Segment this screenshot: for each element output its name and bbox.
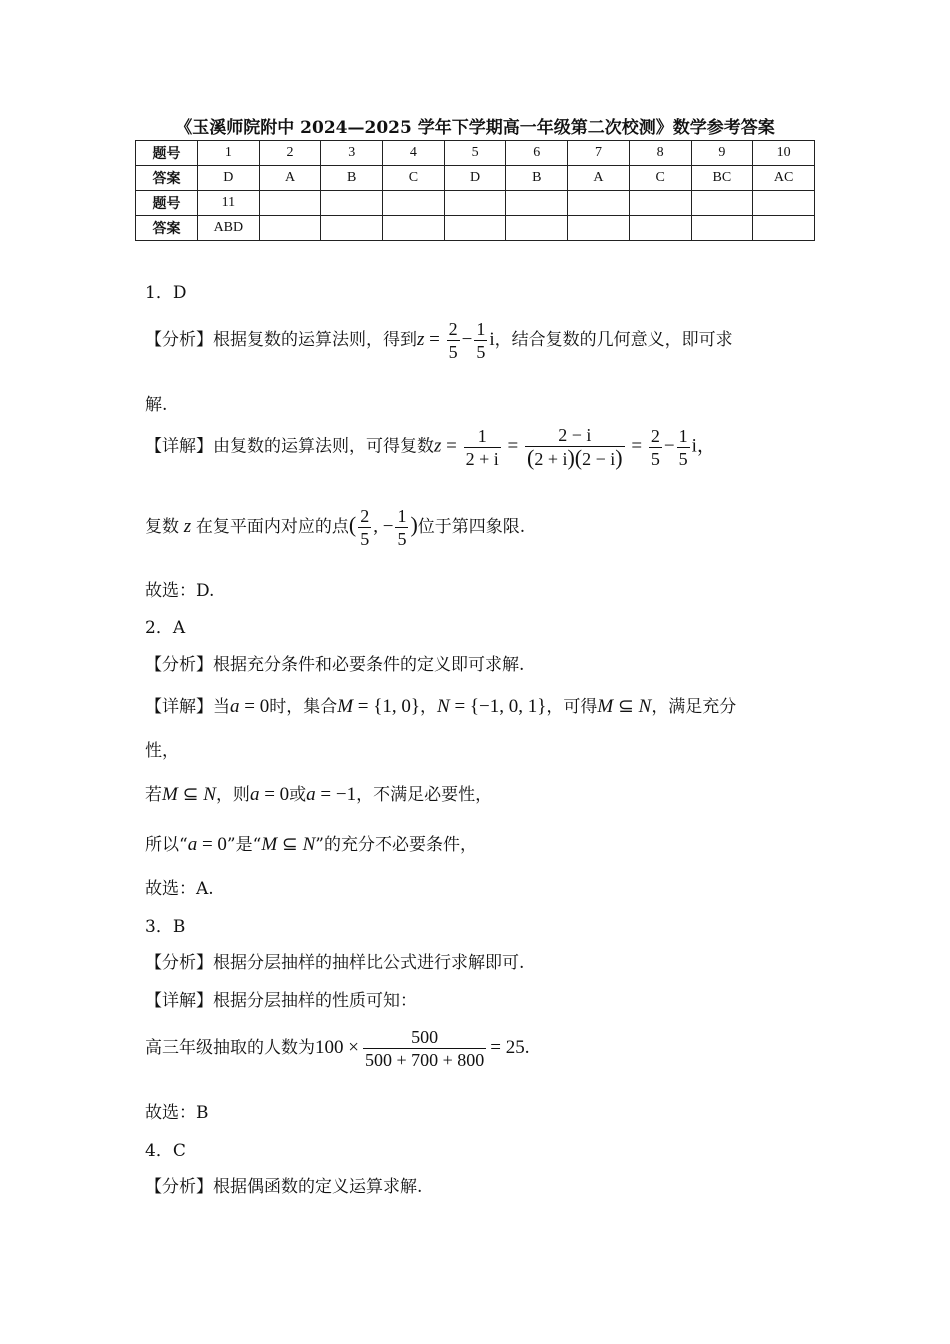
table-cell: [629, 216, 691, 241]
table-cell: [691, 216, 753, 241]
q2-line3: 所以“a = 0”是“M ⊆ N”的充分不必要条件，: [145, 834, 477, 855]
q3-analysis: 【分析】根据分层抽样的抽样比公式进行求解即可.: [145, 953, 525, 973]
table-cell: [629, 191, 691, 216]
q3-detail: 【详解】根据分层抽样的性质可知：: [145, 991, 417, 1011]
table-cell: [568, 191, 630, 216]
table-cell: B: [321, 166, 383, 191]
table-cell: C: [383, 166, 445, 191]
table-cell: [383, 191, 445, 216]
table-cell: D: [444, 166, 506, 191]
table-cell: [259, 216, 321, 241]
q2-detail: 【详解】当a = 0时，集合M = {1, 0}，N = {−1, 0, 1}，可得M ⊆ N，满足充分: [145, 696, 737, 717]
table-header-cell: 答案: [136, 216, 198, 241]
q1-detail: 【详解】由复数的运算法则，可得复数z = $\frac{1}{2 + i}$ = $\frac{2 - i}{(2 + i)(2 - i)}$ = $\frac{2}{5}$ − $\frac{1}{5}$ i，: [145, 425, 716, 470]
q1-analysis: 【分析】根据复数的运算法则，得到z = $\frac{2}{5}$ − $\frac{1}{5}$ i，结合复数的几何意义，即可求: [145, 319, 733, 362]
q4-analysis: 【分析】根据偶函数的定义运算求解.: [145, 1177, 423, 1197]
table-cell: 9: [691, 141, 753, 166]
table-cell: 2: [259, 141, 321, 166]
table-cell: D: [198, 166, 260, 191]
q2-line2: 若M ⊆ N，则a = 0或a = −1，不满足必要性，: [145, 784, 493, 805]
page-title: 《玉溪师院附中 2024—2025 学年下学期高一年级第二次校测》数学参考答案: [175, 118, 775, 138]
q1-analysis-cont: 解.: [145, 395, 168, 415]
q2-heading: 2．A: [145, 618, 186, 638]
table-cell: [259, 191, 321, 216]
table-cell: [691, 191, 753, 216]
table-cell: 5: [444, 141, 506, 166]
table-cell: [753, 216, 815, 241]
table-row: [136, 141, 815, 166]
q1-choice: 故选：D.: [145, 581, 215, 601]
q1-point: 复数 z 在复平面内对应的点( $\frac{2}{5}$ , − $\frac{1}{5}$ )位于第四象限.: [145, 506, 526, 549]
q3-heading: 3．B: [145, 917, 186, 937]
table-cell: AC: [753, 166, 815, 191]
q2-choice: 故选：A.: [145, 879, 214, 899]
q4-heading: 4．C: [145, 1141, 186, 1161]
table-cell: ABD: [198, 216, 260, 241]
table-cell: C: [629, 166, 691, 191]
table-cell: 7: [568, 141, 630, 166]
table-cell: BC: [691, 166, 753, 191]
table-cell: [568, 216, 630, 241]
table-cell: [444, 216, 506, 241]
q1-heading: 1．D: [145, 283, 187, 303]
answer-table: [135, 140, 815, 241]
table-cell: [321, 216, 383, 241]
table-cell: [444, 191, 506, 216]
table-cell: 11: [198, 191, 260, 216]
table-cell: 4: [383, 141, 445, 166]
table-cell: B: [506, 166, 568, 191]
table-row: [136, 166, 815, 191]
table-header-cell: 题号: [136, 191, 198, 216]
table-cell: [506, 191, 568, 216]
table-cell: 1: [198, 141, 260, 166]
table-cell: [321, 191, 383, 216]
table-header-cell: 答案: [136, 166, 198, 191]
q3-calc: 高三年级抽取的人数为100 × $\frac{500}{500 + 700 + 800}$ = 25.: [145, 1027, 530, 1070]
table-cell: [383, 216, 445, 241]
q2-detail-cont: 性，: [145, 741, 179, 761]
q3-choice: 故选：B: [145, 1103, 209, 1123]
table-row: [136, 191, 815, 216]
table-cell: A: [568, 166, 630, 191]
table-cell: A: [259, 166, 321, 191]
table-cell: [506, 216, 568, 241]
table-cell: 8: [629, 141, 691, 166]
q2-analysis: 【分析】根据充分条件和必要条件的定义即可求解.: [145, 655, 525, 675]
table-cell: 3: [321, 141, 383, 166]
table-cell: 6: [506, 141, 568, 166]
table-row: [136, 216, 815, 241]
table-cell: 10: [753, 141, 815, 166]
table-cell: [753, 191, 815, 216]
table-header-cell: 题号: [136, 141, 198, 166]
